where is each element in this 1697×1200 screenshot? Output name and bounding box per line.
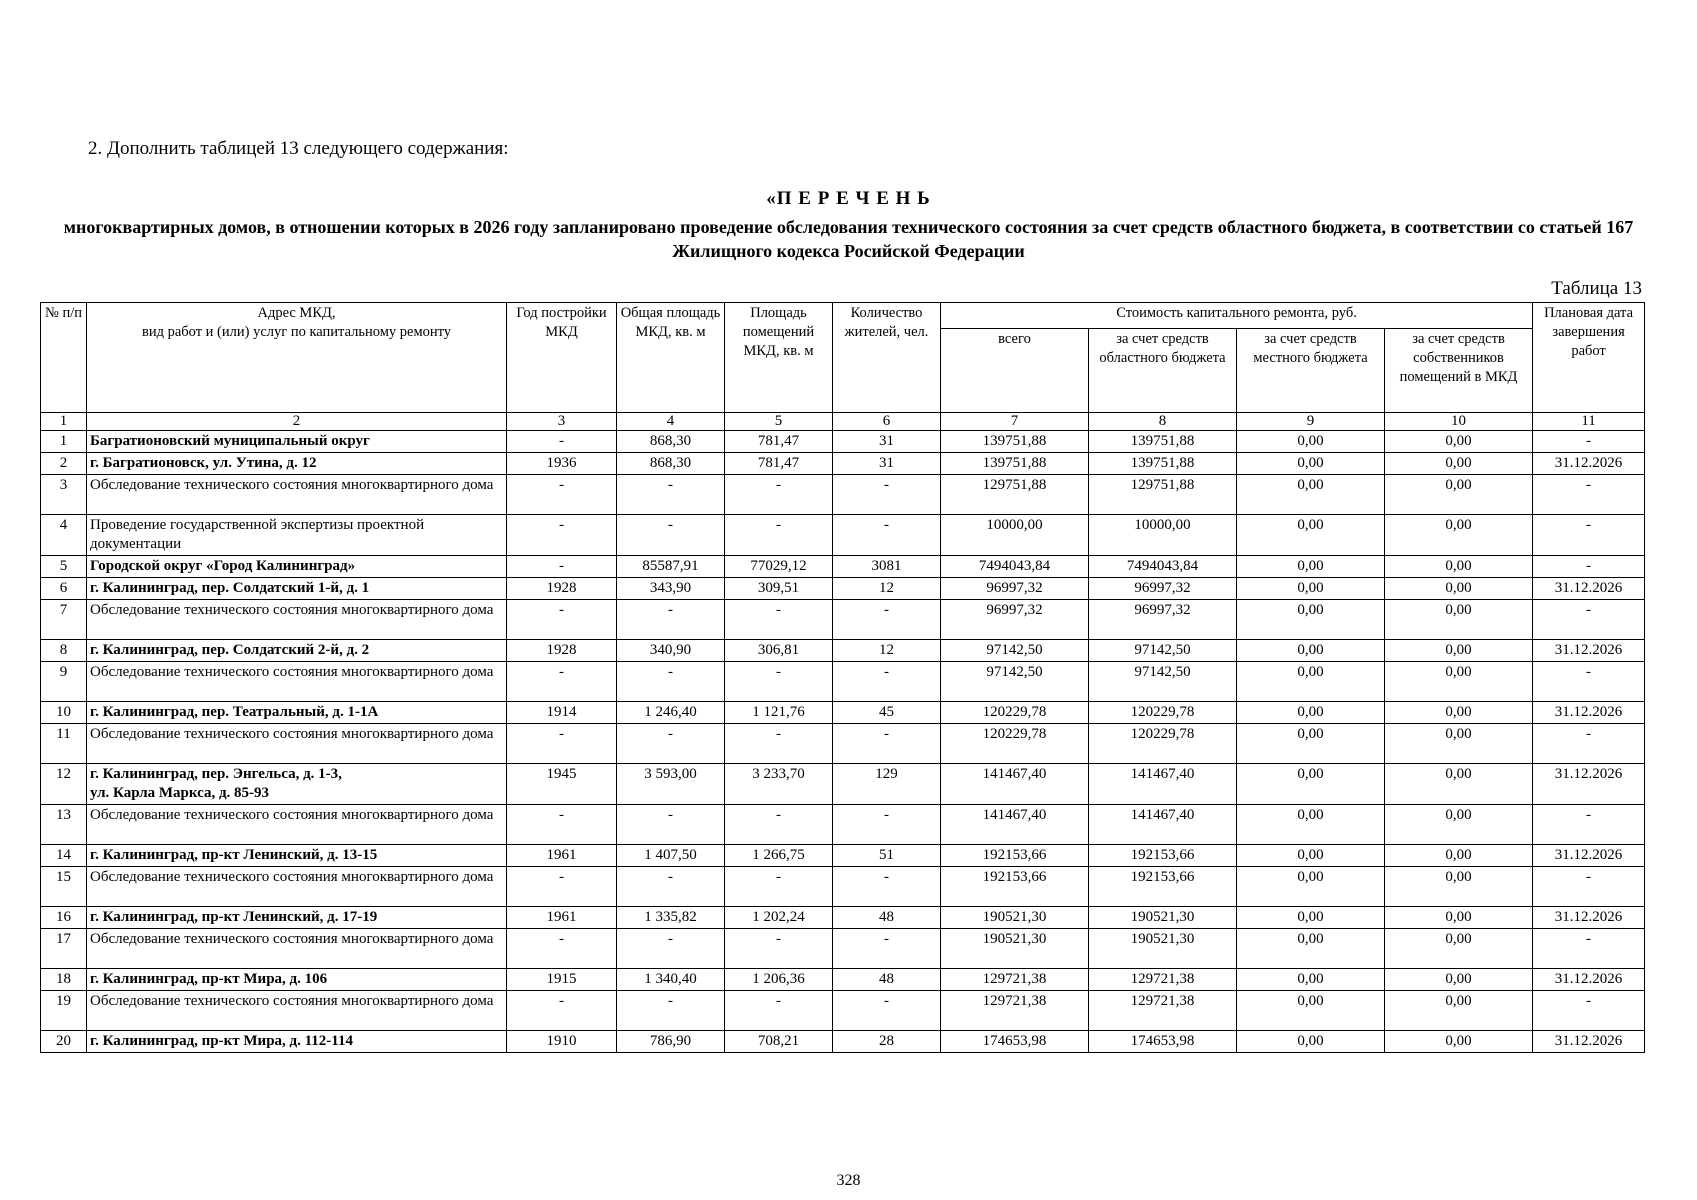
table-row bbox=[41, 640, 1645, 662]
row-cost-local: 0,00 bbox=[1237, 724, 1385, 764]
row-residents: 31 bbox=[833, 453, 941, 475]
row-number: 12 bbox=[41, 764, 87, 805]
row-address: г. Багратионовск, ул. Утина, д. 12 bbox=[87, 453, 507, 475]
row-residents: - bbox=[833, 805, 941, 845]
row-planned-date: 31.12.2026 bbox=[1533, 907, 1645, 929]
row-cost-total: 97142,50 bbox=[941, 640, 1089, 662]
table-row bbox=[41, 702, 1645, 724]
table-row bbox=[41, 845, 1645, 867]
row-cost-total: 129721,38 bbox=[941, 991, 1089, 1031]
row-cost-local: 0,00 bbox=[1237, 640, 1385, 662]
row-planned-date: 31.12.2026 bbox=[1533, 702, 1645, 724]
row-residents: 48 bbox=[833, 907, 941, 929]
row-address: Обследование технического состояния многоквартирного дома bbox=[87, 475, 507, 515]
row-cost-local: 0,00 bbox=[1237, 845, 1385, 867]
row-cost-regional: 139751,88 bbox=[1089, 453, 1237, 475]
row-residents: - bbox=[833, 475, 941, 515]
row-total-area: - bbox=[617, 475, 725, 515]
row-address: г. Калининград, пр-кт Ленинский, д. 17-19 bbox=[87, 907, 507, 929]
row-total-area: 868,30 bbox=[617, 453, 725, 475]
row-address: Проведение государственной экспертизы проектной документации bbox=[87, 515, 507, 556]
row-year: - bbox=[507, 515, 617, 556]
table-row bbox=[41, 475, 1645, 515]
row-address: Обследование технического состояния многоквартирного дома bbox=[87, 662, 507, 702]
row-cost-regional: 96997,32 bbox=[1089, 600, 1237, 640]
row-residents: - bbox=[833, 867, 941, 907]
document-subtitle: многоквартирных домов, в отношении которых в 2026 году запланировано проведение обследования технического состояния за счет средств областного бюджета, в соответствии со статьей 167 Жилищного кодекса Росийской Федерации bbox=[63, 217, 1634, 261]
row-rooms-area: 77029,12 bbox=[725, 556, 833, 578]
row-cost-owners: 0,00 bbox=[1385, 1031, 1533, 1053]
row-rooms-area: 1 202,24 bbox=[725, 907, 833, 929]
row-cost-regional: 139751,88 bbox=[1089, 431, 1237, 453]
row-cost-local: 0,00 bbox=[1237, 662, 1385, 702]
row-cost-local: 0,00 bbox=[1237, 929, 1385, 969]
row-cost-total: 174653,98 bbox=[941, 1031, 1089, 1053]
row-cost-local: 0,00 bbox=[1237, 991, 1385, 1031]
row-cost-regional: 96997,32 bbox=[1089, 578, 1237, 600]
row-cost-total: 192153,66 bbox=[941, 867, 1089, 907]
row-rooms-area: - bbox=[725, 991, 833, 1031]
row-number: 20 bbox=[41, 1031, 87, 1053]
row-year: - bbox=[507, 600, 617, 640]
row-number: 11 bbox=[41, 724, 87, 764]
row-residents: 45 bbox=[833, 702, 941, 724]
row-address: г. Калининград, пр-кт Мира, д. 106 bbox=[87, 969, 507, 991]
header-cost-local: за счет средств местного бюджета bbox=[1237, 329, 1385, 413]
row-cost-local: 0,00 bbox=[1237, 1031, 1385, 1053]
row-cost-regional: 129751,88 bbox=[1089, 475, 1237, 515]
header-address: Адрес МКД, вид работ и (или) услуг по капитальному ремонту bbox=[87, 303, 507, 413]
row-address: Обследование технического состояния многоквартирного дома bbox=[87, 929, 507, 969]
row-total-area: 3 593,00 bbox=[617, 764, 725, 805]
row-year: - bbox=[507, 929, 617, 969]
row-year: - bbox=[507, 867, 617, 907]
row-rooms-area: - bbox=[725, 662, 833, 702]
row-cost-regional: 120229,78 bbox=[1089, 702, 1237, 724]
table-row bbox=[41, 662, 1645, 702]
row-residents: 3081 bbox=[833, 556, 941, 578]
row-planned-date: 31.12.2026 bbox=[1533, 764, 1645, 805]
table-row bbox=[41, 515, 1645, 556]
row-cost-owners: 0,00 bbox=[1385, 556, 1533, 578]
row-cost-regional: 129721,38 bbox=[1089, 991, 1237, 1031]
row-cost-total: 7494043,84 bbox=[941, 556, 1089, 578]
row-year: - bbox=[507, 556, 617, 578]
row-cost-owners: 0,00 bbox=[1385, 907, 1533, 929]
header-year: Год постройки МКД bbox=[507, 303, 617, 413]
row-cost-regional: 174653,98 bbox=[1089, 1031, 1237, 1053]
row-total-area: 85587,91 bbox=[617, 556, 725, 578]
row-cost-total: 10000,00 bbox=[941, 515, 1089, 556]
row-address: Обследование технического состояния многоквартирного дома bbox=[87, 724, 507, 764]
row-cost-total: 96997,32 bbox=[941, 600, 1089, 640]
column-number: 8 bbox=[1089, 413, 1237, 431]
row-planned-date: - bbox=[1533, 431, 1645, 453]
row-total-area: - bbox=[617, 724, 725, 764]
row-cost-local: 0,00 bbox=[1237, 515, 1385, 556]
column-number: 10 bbox=[1385, 413, 1533, 431]
row-number: 17 bbox=[41, 929, 87, 969]
row-cost-owners: 0,00 bbox=[1385, 845, 1533, 867]
row-residents: 12 bbox=[833, 640, 941, 662]
row-planned-date: 31.12.2026 bbox=[1533, 969, 1645, 991]
row-cost-owners: 0,00 bbox=[1385, 867, 1533, 907]
row-cost-owners: 0,00 bbox=[1385, 640, 1533, 662]
row-total-area: 868,30 bbox=[617, 431, 725, 453]
table-row bbox=[41, 556, 1645, 578]
row-residents: - bbox=[833, 662, 941, 702]
table-row bbox=[41, 867, 1645, 907]
row-cost-local: 0,00 bbox=[1237, 600, 1385, 640]
row-planned-date: - bbox=[1533, 991, 1645, 1031]
row-cost-owners: 0,00 bbox=[1385, 991, 1533, 1031]
column-number: 11 bbox=[1533, 413, 1645, 431]
table-row bbox=[41, 805, 1645, 845]
row-rooms-area: 1 121,76 bbox=[725, 702, 833, 724]
row-planned-date: - bbox=[1533, 662, 1645, 702]
row-cost-total: 96997,32 bbox=[941, 578, 1089, 600]
row-cost-owners: 0,00 bbox=[1385, 764, 1533, 805]
row-residents: - bbox=[833, 600, 941, 640]
row-cost-regional: 7494043,84 bbox=[1089, 556, 1237, 578]
row-year: - bbox=[507, 805, 617, 845]
row-address: г. Калининград, пер. Солдатский 2-й, д. 2 bbox=[87, 640, 507, 662]
column-number: 1 bbox=[41, 413, 87, 431]
row-year: 1961 bbox=[507, 907, 617, 929]
row-address: Обследование технического состояния многоквартирного дома bbox=[87, 600, 507, 640]
header-cost-regional: за счет средств областного бюджета bbox=[1089, 329, 1237, 413]
row-cost-local: 0,00 bbox=[1237, 867, 1385, 907]
row-rooms-area: - bbox=[725, 475, 833, 515]
column-number: 6 bbox=[833, 413, 941, 431]
row-number: 18 bbox=[41, 969, 87, 991]
table-row bbox=[41, 431, 1645, 453]
document-title: «П Е Р Е Ч Е Н Ь bbox=[766, 188, 931, 209]
header-cost-group: Стоимость капитального ремонта, руб. bbox=[941, 303, 1533, 329]
row-cost-local: 0,00 bbox=[1237, 431, 1385, 453]
row-cost-owners: 0,00 bbox=[1385, 600, 1533, 640]
row-total-area: - bbox=[617, 515, 725, 556]
row-planned-date: - bbox=[1533, 867, 1645, 907]
row-cost-regional: 190521,30 bbox=[1089, 929, 1237, 969]
row-cost-total: 129751,88 bbox=[941, 475, 1089, 515]
row-address: г. Калининград, пер. Энгельса, д. 1-3, ул. Карла Маркса, д. 85-93 bbox=[87, 764, 507, 805]
row-cost-owners: 0,00 bbox=[1385, 515, 1533, 556]
row-rooms-area: 306,81 bbox=[725, 640, 833, 662]
row-cost-owners: 0,00 bbox=[1385, 475, 1533, 515]
row-total-area: - bbox=[617, 662, 725, 702]
row-number: 19 bbox=[41, 991, 87, 1031]
row-cost-local: 0,00 bbox=[1237, 907, 1385, 929]
row-rooms-area: - bbox=[725, 515, 833, 556]
row-cost-owners: 0,00 bbox=[1385, 453, 1533, 475]
row-residents: 48 bbox=[833, 969, 941, 991]
row-number: 8 bbox=[41, 640, 87, 662]
row-year: 1928 bbox=[507, 578, 617, 600]
row-year: 1910 bbox=[507, 1031, 617, 1053]
table-row bbox=[41, 991, 1645, 1031]
row-number: 14 bbox=[41, 845, 87, 867]
houses-table bbox=[40, 302, 1645, 1053]
row-year: 1915 bbox=[507, 969, 617, 991]
row-number: 4 bbox=[41, 515, 87, 556]
row-year: - bbox=[507, 991, 617, 1031]
row-number: 10 bbox=[41, 702, 87, 724]
header-planned-date: Плановая дата завершения работ bbox=[1533, 303, 1645, 413]
row-total-area: 1 246,40 bbox=[617, 702, 725, 724]
row-cost-owners: 0,00 bbox=[1385, 724, 1533, 764]
header-rooms-area: Площадь помещений МКД, кв. м bbox=[725, 303, 833, 413]
row-cost-owners: 0,00 bbox=[1385, 969, 1533, 991]
row-cost-owners: 0,00 bbox=[1385, 431, 1533, 453]
intro-text: 2. Дополнить таблицей 13 следующего содержания: bbox=[88, 138, 509, 159]
row-residents: - bbox=[833, 929, 941, 969]
table-row bbox=[41, 453, 1645, 475]
row-residents: 12 bbox=[833, 578, 941, 600]
row-cost-total: 139751,88 bbox=[941, 431, 1089, 453]
row-cost-regional: 97142,50 bbox=[1089, 662, 1237, 702]
row-rooms-area: - bbox=[725, 805, 833, 845]
row-rooms-area: 1 206,36 bbox=[725, 969, 833, 991]
table-body bbox=[41, 431, 1645, 1053]
row-planned-date: - bbox=[1533, 805, 1645, 845]
row-residents: 31 bbox=[833, 431, 941, 453]
row-cost-owners: 0,00 bbox=[1385, 805, 1533, 845]
row-year: - bbox=[507, 475, 617, 515]
row-cost-total: 120229,78 bbox=[941, 702, 1089, 724]
row-address: Обследование технического состояния многоквартирного дома bbox=[87, 991, 507, 1031]
row-cost-local: 0,00 bbox=[1237, 578, 1385, 600]
column-number: 2 bbox=[87, 413, 507, 431]
row-year: - bbox=[507, 724, 617, 764]
row-total-area: - bbox=[617, 805, 725, 845]
column-number: 3 bbox=[507, 413, 617, 431]
column-number: 4 bbox=[617, 413, 725, 431]
row-cost-regional: 192153,66 bbox=[1089, 867, 1237, 907]
row-rooms-area: 708,21 bbox=[725, 1031, 833, 1053]
row-planned-date: 31.12.2026 bbox=[1533, 845, 1645, 867]
row-address: Багратионовский муниципальный округ bbox=[87, 431, 507, 453]
row-cost-owners: 0,00 bbox=[1385, 929, 1533, 969]
row-cost-regional: 190521,30 bbox=[1089, 907, 1237, 929]
row-residents: - bbox=[833, 515, 941, 556]
table-row bbox=[41, 578, 1645, 600]
row-residents: 51 bbox=[833, 845, 941, 867]
row-cost-regional: 120229,78 bbox=[1089, 724, 1237, 764]
row-cost-owners: 0,00 bbox=[1385, 702, 1533, 724]
row-address: г. Калининград, пр-кт Ленинский, д. 13-15 bbox=[87, 845, 507, 867]
row-cost-regional: 129721,38 bbox=[1089, 969, 1237, 991]
row-rooms-area: 1 266,75 bbox=[725, 845, 833, 867]
row-cost-total: 97142,50 bbox=[941, 662, 1089, 702]
row-planned-date: 31.12.2026 bbox=[1533, 453, 1645, 475]
table-row bbox=[41, 724, 1645, 764]
row-number: 15 bbox=[41, 867, 87, 907]
row-cost-regional: 192153,66 bbox=[1089, 845, 1237, 867]
row-planned-date: 31.12.2026 bbox=[1533, 640, 1645, 662]
column-number: 7 bbox=[941, 413, 1089, 431]
column-number: 9 bbox=[1237, 413, 1385, 431]
row-cost-local: 0,00 bbox=[1237, 475, 1385, 515]
row-total-area: - bbox=[617, 991, 725, 1031]
page-number: 328 bbox=[836, 1172, 861, 1189]
row-residents: - bbox=[833, 724, 941, 764]
row-planned-date: 31.12.2026 bbox=[1533, 578, 1645, 600]
table-row bbox=[41, 969, 1645, 991]
row-address: Городской округ «Город Калининград» bbox=[87, 556, 507, 578]
header-cost-total: всего bbox=[941, 329, 1089, 413]
row-number: 7 bbox=[41, 600, 87, 640]
row-number: 13 bbox=[41, 805, 87, 845]
row-cost-total: 120229,78 bbox=[941, 724, 1089, 764]
row-rooms-area: - bbox=[725, 600, 833, 640]
row-cost-local: 0,00 bbox=[1237, 969, 1385, 991]
header-cost-owners: за счет средств собственников помещений в МКД bbox=[1385, 329, 1533, 413]
row-address: г. Калининград, пер. Солдатский 1-й, д. 1 bbox=[87, 578, 507, 600]
row-cost-local: 0,00 bbox=[1237, 702, 1385, 724]
header-num: № п/п bbox=[41, 303, 87, 413]
row-address: Обследование технического состояния многоквартирного дома bbox=[87, 805, 507, 845]
row-rooms-area: 781,47 bbox=[725, 453, 833, 475]
table-row bbox=[41, 1031, 1645, 1053]
table-row bbox=[41, 929, 1645, 969]
row-year: 1945 bbox=[507, 764, 617, 805]
row-year: 1936 bbox=[507, 453, 617, 475]
row-number: 16 bbox=[41, 907, 87, 929]
row-total-area: - bbox=[617, 929, 725, 969]
row-rooms-area: - bbox=[725, 929, 833, 969]
table-row bbox=[41, 907, 1645, 929]
row-total-area: - bbox=[617, 867, 725, 907]
row-residents: 129 bbox=[833, 764, 941, 805]
row-cost-total: 192153,66 bbox=[941, 845, 1089, 867]
row-rooms-area: 3 233,70 bbox=[725, 764, 833, 805]
row-rooms-area: 781,47 bbox=[725, 431, 833, 453]
row-cost-total: 141467,40 bbox=[941, 805, 1089, 845]
row-year: - bbox=[507, 431, 617, 453]
table-label: Таблица 13 bbox=[1551, 278, 1642, 299]
row-total-area: 1 335,82 bbox=[617, 907, 725, 929]
row-address: г. Калининград, пер. Театральный, д. 1-1А bbox=[87, 702, 507, 724]
row-number: 3 bbox=[41, 475, 87, 515]
row-residents: 28 bbox=[833, 1031, 941, 1053]
row-total-area: 1 407,50 bbox=[617, 845, 725, 867]
row-year: 1961 bbox=[507, 845, 617, 867]
row-residents: - bbox=[833, 991, 941, 1031]
row-total-area: 343,90 bbox=[617, 578, 725, 600]
row-planned-date: - bbox=[1533, 724, 1645, 764]
row-number: 5 bbox=[41, 556, 87, 578]
row-cost-total: 141467,40 bbox=[941, 764, 1089, 805]
column-number: 5 bbox=[725, 413, 833, 431]
header-residents: Количество жителей, чел. bbox=[833, 303, 941, 413]
row-cost-total: 190521,30 bbox=[941, 907, 1089, 929]
row-planned-date: - bbox=[1533, 600, 1645, 640]
row-cost-local: 0,00 bbox=[1237, 805, 1385, 845]
row-number: 6 bbox=[41, 578, 87, 600]
row-cost-regional: 141467,40 bbox=[1089, 764, 1237, 805]
row-cost-local: 0,00 bbox=[1237, 556, 1385, 578]
row-cost-total: 190521,30 bbox=[941, 929, 1089, 969]
table-row bbox=[41, 600, 1645, 640]
row-cost-owners: 0,00 bbox=[1385, 662, 1533, 702]
row-cost-owners: 0,00 bbox=[1385, 578, 1533, 600]
row-planned-date: - bbox=[1533, 556, 1645, 578]
row-planned-date: - bbox=[1533, 929, 1645, 969]
row-number: 2 bbox=[41, 453, 87, 475]
column-number-row bbox=[41, 413, 1645, 431]
row-year: - bbox=[507, 662, 617, 702]
row-cost-regional: 141467,40 bbox=[1089, 805, 1237, 845]
row-year: 1914 bbox=[507, 702, 617, 724]
row-rooms-area: 309,51 bbox=[725, 578, 833, 600]
row-total-area: 340,90 bbox=[617, 640, 725, 662]
row-total-area: - bbox=[617, 600, 725, 640]
table-row bbox=[41, 764, 1645, 805]
row-cost-local: 0,00 bbox=[1237, 453, 1385, 475]
row-cost-local: 0,00 bbox=[1237, 764, 1385, 805]
row-cost-total: 139751,88 bbox=[941, 453, 1089, 475]
row-total-area: 1 340,40 bbox=[617, 969, 725, 991]
row-address: Обследование технического состояния многоквартирного дома bbox=[87, 867, 507, 907]
row-cost-total: 129721,38 bbox=[941, 969, 1089, 991]
header-total-area: Общая площадь МКД, кв. м bbox=[617, 303, 725, 413]
row-number: 9 bbox=[41, 662, 87, 702]
row-cost-regional: 97142,50 bbox=[1089, 640, 1237, 662]
row-total-area: 786,90 bbox=[617, 1031, 725, 1053]
row-number: 1 bbox=[41, 431, 87, 453]
row-planned-date: - bbox=[1533, 515, 1645, 556]
row-planned-date: - bbox=[1533, 475, 1645, 515]
row-rooms-area: - bbox=[725, 724, 833, 764]
row-address: г. Калининград, пр-кт Мира, д. 112-114 bbox=[87, 1031, 507, 1053]
row-rooms-area: - bbox=[725, 867, 833, 907]
row-year: 1928 bbox=[507, 640, 617, 662]
row-planned-date: 31.12.2026 bbox=[1533, 1031, 1645, 1053]
row-cost-regional: 10000,00 bbox=[1089, 515, 1237, 556]
